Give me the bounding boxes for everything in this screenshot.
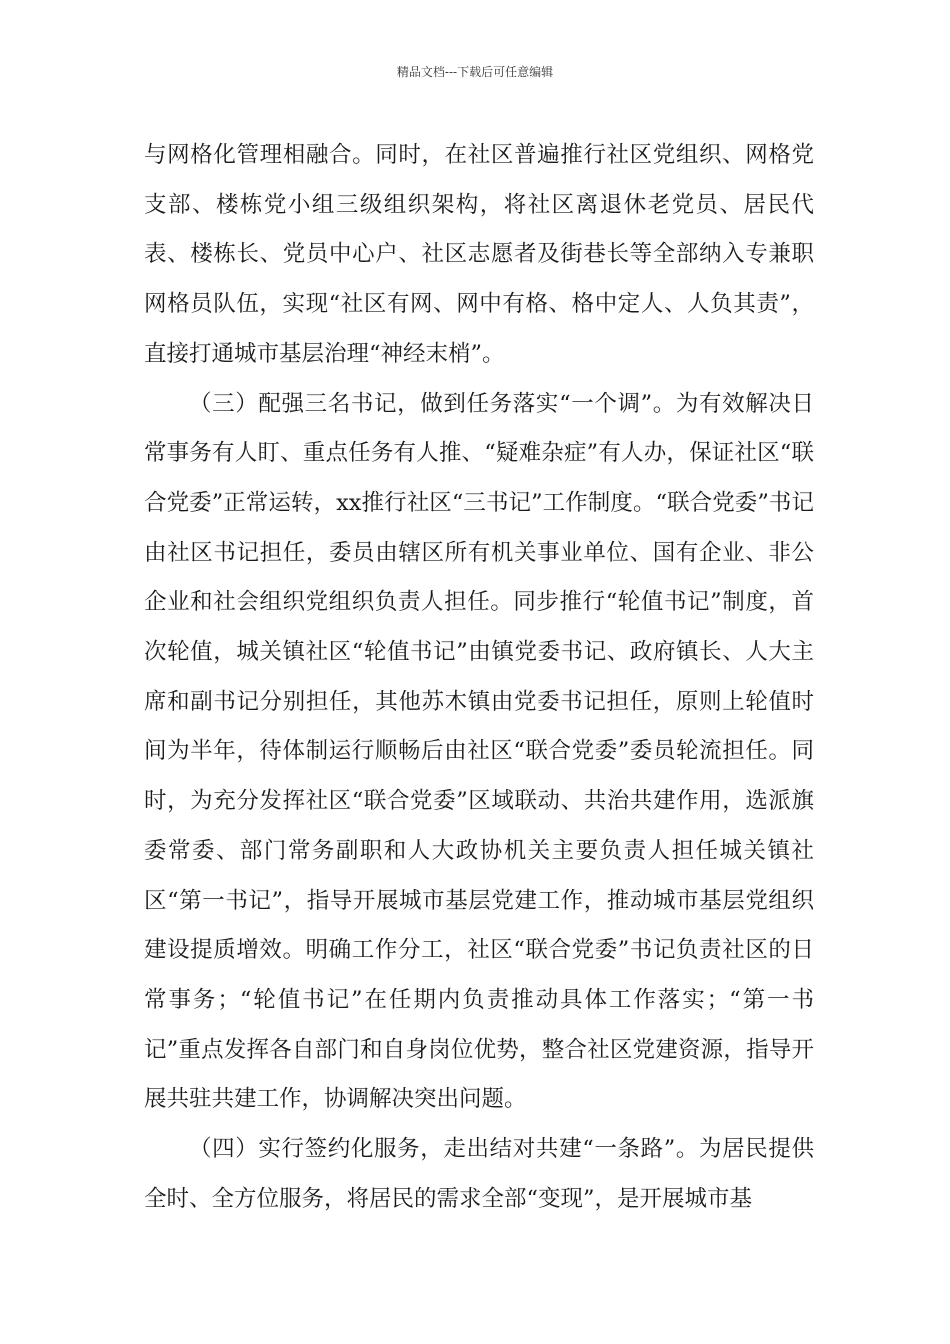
paragraph-1: 与网格化管理相融合。同时，在社区普遍推行社区党组织、网格党支部、楼栋党小组三级组织架构，将社区离退休老党员、居民代表、楼栋长、党员中心户、社区志愿者及街巷长等全部纳入专兼职网格员队伍，实现“社区有网、网中有格、格中定人、人负其责”，直接打通城市基层治理“神经末梢”。 [144, 142, 814, 367]
paragraph-3: （四）实行签约化服务，走出结对共建“一条路”。为居民提供全时、全方位服务，将居民的需求全部“变现”，是开展城市基 [144, 1136, 814, 1212]
page-header: 精品文档---下载后可任意编辑 [396, 65, 554, 79]
document-body [144, 131, 814, 1224]
paragraph-2: （三）配强三名书记，做到任务落实“一个调”。为有效解决日常事务有人盯、重点任务有人推、“疑难杂症”有人办，保证社区“联合党委”正常运转，xx推行社区“三书记”工作制度。“联合党委”书记由社区书记担任，委员由辖区所有机关事业单位、国有企业、非公企业和社会组织党组织负责人担任。同步推行“轮值书记”制度，首次轮值，城关镇社区“轮值书记”由镇党委书记、政府镇长、人大主席和副书记分别担任，其他苏木镇由党委书记担任，原则上轮值时间为半年，待体制运行顺畅后由社区“联合党委”委员轮流担任。同时，为充分发挥社区“联合党委”区域联动、共治共建作用，选派旗委常委、部门常务副职和人大政协机关主要负责人担任城关镇社区“第一书记”，指导开展城市基层党建工作，推动城市基层党组织建设提质增效。明确工作分工，社区“联合党委”书记负责社区的日常事务；“轮值书记”在任期内负责推动具体工作落实；“第一书记”重点发挥各自部门和自身岗位优势，整合社区党建资源，指导开展共驻共建工作，协调解决突出问题。 [144, 390, 814, 1113]
